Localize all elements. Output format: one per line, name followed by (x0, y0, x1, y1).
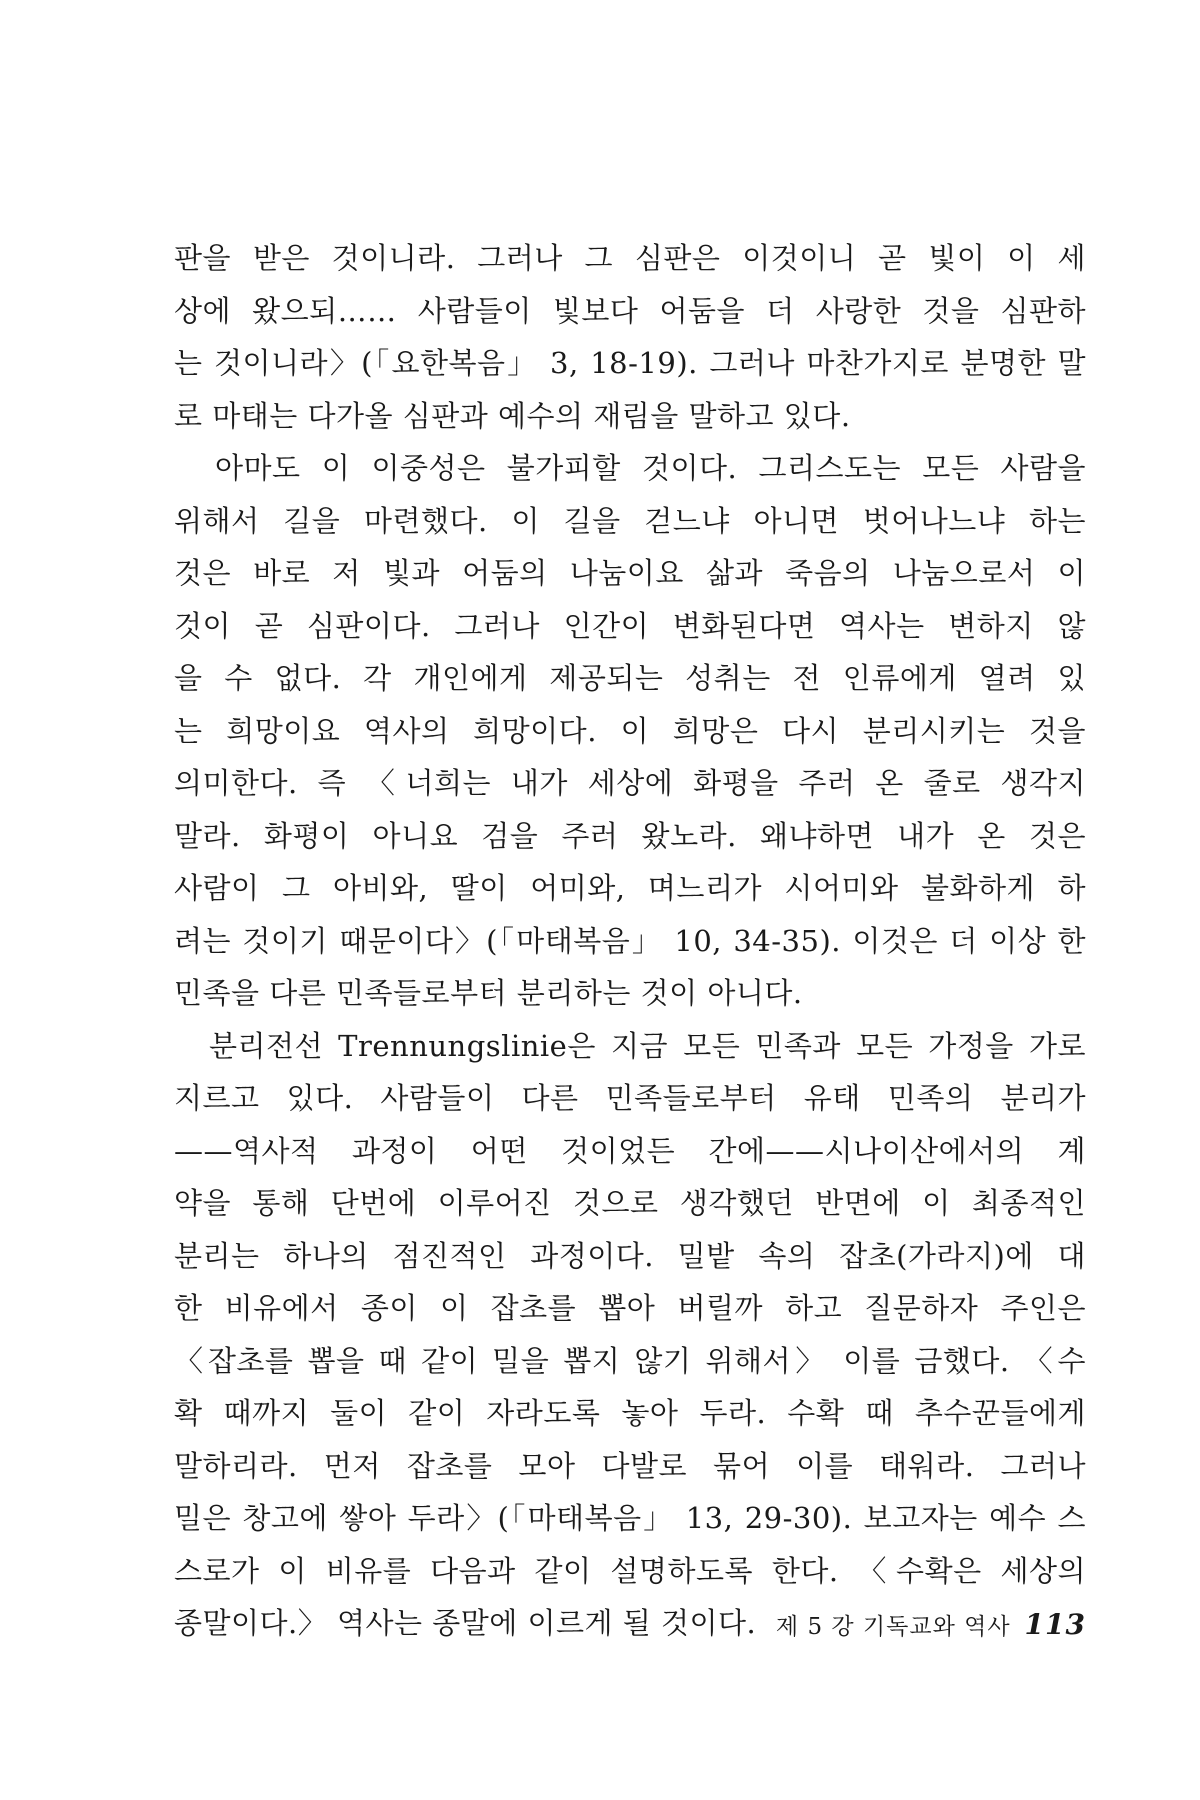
page-footer (690, 1608, 1086, 1648)
text-line-16: 분리전선 Trennungslinie은 지금 모든 민족과 모든 가정을 가로 (174, 1028, 1086, 1063)
text-line-18: ——역사적 과정이 어떤 것이었든 간에——시나이산에서의 계 (174, 1133, 1086, 1168)
text-line-5: 아마도 이 이중성은 불가피할 것이다. 그리스도는 모든 사람을 (174, 451, 1086, 485)
running-footer-chapter: 제 5 강 기독교와 역사 (775, 1614, 1011, 1640)
text-line-12: 말라. 화평이 아니요 검을 주러 왔노라. 왜냐하면 내가 온 것은 (174, 818, 1086, 853)
text-line-8: 것이 곧 심판이다. 그러나 인간이 변화된다면 역사는 변하지 않 (174, 608, 1086, 643)
text-line-3: 는 것이니라〉(「요한복음」 3, 18-19). 그러나 마찬가지로 분명한 말 (174, 346, 1086, 380)
text-line-24: 말하리라. 먼저 잡초를 모아 다발로 묶어 이를 태워라. 그러나 (174, 1448, 1086, 1483)
body-text (174, 232, 1086, 1650)
page-number: 113 (1024, 1608, 1086, 1641)
text-line-21: 한 비유에서 종이 이 잡초를 뽑아 버릴까 하고 질문하자 주인은 (174, 1291, 1086, 1325)
text-line-17: 지르고 있다. 사람들이 다른 민족들로부터 유태 민족의 분리가 (174, 1081, 1086, 1115)
text-line-14: 려는 것이기 때문이다〉(「마태복음」 10, 34-35). 이것은 더 이상 한 (174, 923, 1086, 958)
text-line-13: 사람이 그 아비와, 딸이 어미와, 며느리가 시어미와 불화하게 하 (174, 871, 1086, 905)
text-line-10: 는 희망이요 역사의 희망이다. 이 희망은 다시 분리시키는 것을 (174, 713, 1086, 748)
text-line-2: 상에 왔으되…… 사람들이 빛보다 어둠을 더 사랑한 것을 심판하 (174, 293, 1086, 328)
text-line-11: 의미한다. 즉 〈너희는 내가 세상에 화평을 주러 온 줄로 생각지 (174, 766, 1086, 800)
text-line-7: 것은 바로 저 빛과 어둠의 나눔이요 삶과 죽음의 나눔으로서 이 (174, 556, 1086, 590)
text-line-27: 종말이다.〉 역사는 종말에 이르게 될 것이다. (174, 1606, 757, 1640)
text-line-9: 을 수 없다. 각 개인에게 제공되는 성취는 전 인류에게 열려 있 (174, 661, 1086, 695)
text-line-20: 분리는 하나의 점진적인 과정이다. 밀밭 속의 잡초(가라지)에 대 (174, 1238, 1086, 1273)
text-line-22: 〈잡초를 뽑을 때 같이 밀을 뽑지 않기 위해서〉 이를 금했다. 〈수 (174, 1343, 1086, 1378)
text-line-4: 로 마태는 다가올 심판과 예수의 재림을 말하고 있다. (174, 398, 851, 433)
text-line-25: 밀은 창고에 쌓아 두라〉(「마태복음」 13, 29-30). 보고자는 예수 스 (174, 1501, 1086, 1535)
text-line-19: 약을 통해 단번에 이루어진 것으로 생각했던 반면에 이 최종적인 (174, 1186, 1086, 1220)
text-line-23: 확 때까지 둘이 같이 자라도록 놓아 두라. 수확 때 추수꾼들에게 (174, 1396, 1086, 1430)
text-line-15: 민족을 다른 민족들로부터 분리하는 것이 아니다. (174, 976, 803, 1010)
text-line-1: 판을 받은 것이니라. 그러나 그 심판은 이것이니 곧 빛이 이 세 (174, 241, 1086, 275)
text-line-26: 스로가 이 비유를 다음과 같이 설명하도록 한다. 〈수확은 세상의 (174, 1553, 1086, 1588)
text-line-6: 위해서 길을 마련했다. 이 길을 걷느냐 아니면 벗어나느냐 하는 (174, 503, 1086, 538)
